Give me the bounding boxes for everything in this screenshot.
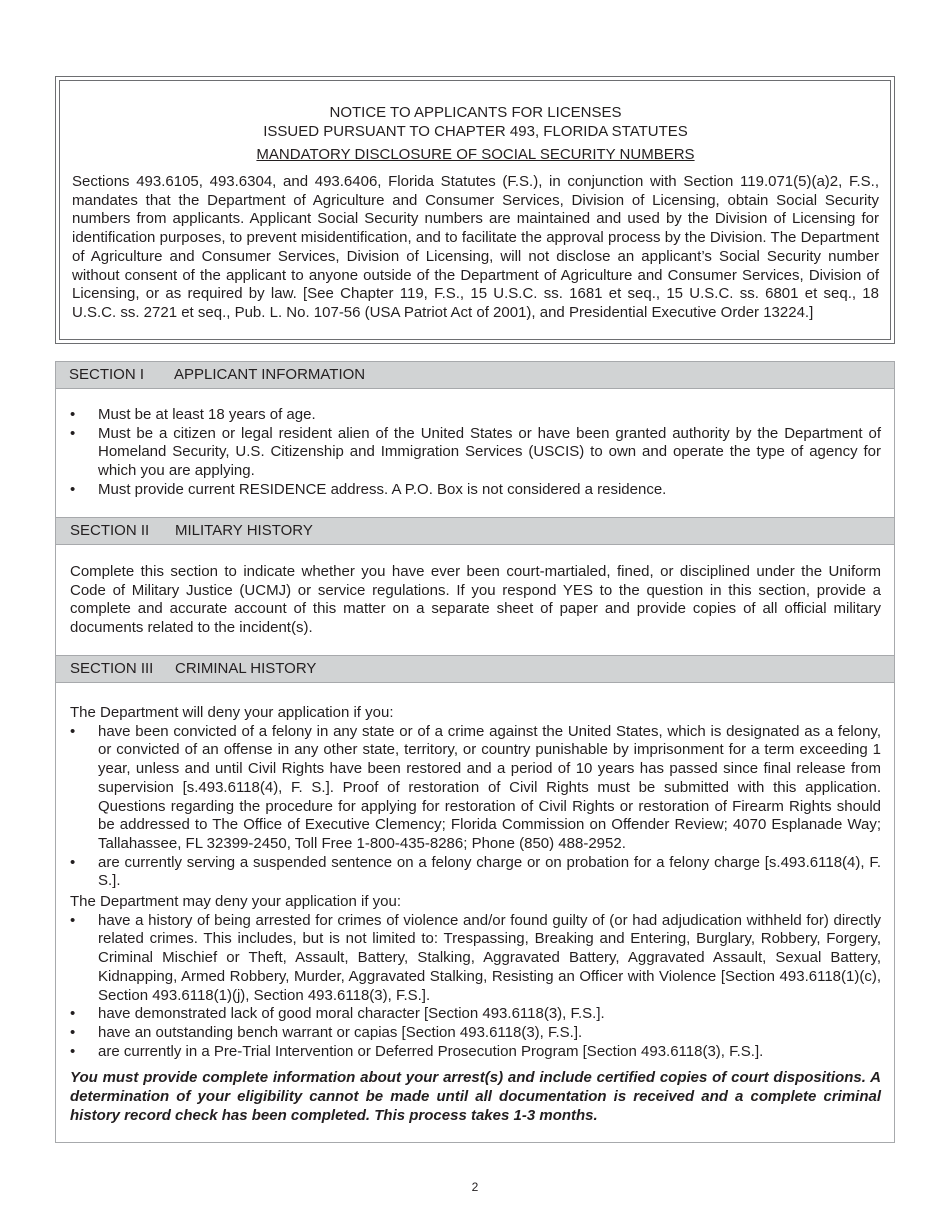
section2-header <box>56 517 894 545</box>
section3-header <box>56 655 894 683</box>
notice-title-line1: NOTICE TO APPLICANTS FOR LICENSES <box>329 104 622 121</box>
notice-body: Sections 493.6105, 493.6304, and 493.6406, Florida Statutes (F.S.), in conjunction with Section 119.071(5)(a)2, F.S., mandates that the Department of Agriculture and Consumer Services, Division of Licensing, obtain Social Security numbers from applicants. Applicant Social Security numbers are maintained and used by the Division of Licensing for identification purposes, to prevent misidentification, and to facilitate the approval process by the Division. The Department of Agriculture and Consumer Services, Division of Licensing, will not disclose an applicant’s Social Security number without consent of the applicant to anyone outside of the Department of Agriculture and Consumer Services, Division of Licensing, or as required by law. [See Chapter 119, F.S., 15 U.S.C. ss. 1681 et seq., 15 U.S.C. ss. 6801 et seq., 18 U.S.C. ss. 2721 et seq., Pub. L. No. 107-56 (USA Patriot Act of 2001), and Presidential Executive Order 13224.] <box>72 173 879 321</box>
ssn-notice-box <box>55 76 895 344</box>
section1-item: • Must be a citizen or legal resident alien of the United States or have been granted authority by the Department of Homeland Security, U.S. Citizenship and Immigration Services (USCIS) to own and operate the type of agency for which you are applying. <box>70 425 881 481</box>
application-sections <box>55 361 895 1143</box>
section1-number: SECTION I <box>69 366 145 383</box>
section3-number: SECTION III <box>70 660 154 677</box>
may-deny-intro: The Department may deny your application if you: <box>70 893 402 911</box>
will-deny-intro: The Department will deny your application if you: <box>70 704 394 721</box>
section1-item: • Must be at least 18 years of age. <box>70 406 881 425</box>
page-number: 2 <box>471 1180 479 1194</box>
ssn-notice-inner <box>59 80 891 340</box>
section2-body <box>70 563 881 638</box>
section1-list <box>70 406 881 500</box>
criminal-history-note: You must provide complete information about your arrest(s) and include certified copies of court dispositions. A determination of your eligibility cannot be made until all documentation is received and a complete criminal history record check has been completed. This process takes 1-3 months. <box>70 1069 881 1124</box>
section1-title: APPLICANT INFORMATION <box>174 366 366 383</box>
section3-title: CRIMINAL HISTORY <box>175 660 317 677</box>
section1-header <box>56 361 894 389</box>
may-deny-item: • have a history of being arrested for crimes of violence and/or found guilty of (or had adjudication withheld for) directly related crimes. This includes, but is not limited to: Trespassing, Breaking and Entering, Burglary, Robbery, Forgery, Criminal Mischief or Theft, Assault, Battery, Stalking, Aggravated Battery, Aggravated Assault, Sexual Battery, Kidnapping, Armed Robbery, Murder, Aggravated Stalking, Resisting an Officer with Violence [Section 493.6118(1)(c), Section 493.6118(1)(j), Section 493.6118(3), F.S.]. <box>70 912 881 1006</box>
notice-title-line2: ISSUED PURSUANT TO CHAPTER 493, FLORIDA STATUTES <box>263 123 688 140</box>
section2-number: SECTION II <box>70 522 150 539</box>
may-deny-item: • are currently in a Pre-Trial Intervention or Deferred Prosecution Program [Section 493.6118(3), F.S.]. <box>70 1043 881 1062</box>
section1-body <box>70 406 881 500</box>
will-deny-item: • have been convicted of a felony in any state or of a crime against the United States, which is designated as a felony, or convicted of an offense in any other state, territory, or country punishable by imprisonment for a term exceeding 1 year, unless and until Civil Rights have been restored and a period of 10 years has passed since final release from supervision [s.493.6118(4), F. S.]. Proof of restoration of Civil Rights must be submitted with this application. Questions regarding the procedure for applying for restoration of Civil Rights or restoration of Firearm Rights should be addressed to The Office of Executive Clemency; Florida Commission on Offender Review; 4070 Esplanade Way; Tallahassee, FL 32399-2450, Toll Free 1-800-435-8286; Phone (850) 488-2952. <box>70 723 881 854</box>
may-deny-item: • have an outstanding bench warrant or capias [Section 493.6118(3), F.S.]. <box>70 1024 881 1043</box>
will-deny-item: • are currently serving a suspended sentence on a felony charge or on probation for a felony charge [s.493.6118(4), F. S.]. <box>70 854 881 891</box>
section1-item: • Must provide current RESIDENCE address. A P.O. Box is not considered a residence. <box>70 481 881 500</box>
notice-subtitle: MANDATORY DISCLOSURE OF SOCIAL SECURITY NUMBERS <box>256 146 695 163</box>
may-deny-item: • have demonstrated lack of good moral character [Section 493.6118(3), F.S.]. <box>70 1005 881 1024</box>
section2-title: MILITARY HISTORY <box>175 522 313 539</box>
may-deny-list <box>70 912 881 1062</box>
section2-text: Complete this section to indicate whether you have ever been court-martialed, fined, or disciplined under the Uniform Code of Military Justice (UCMJ) or service regulations. If you respond YES to the question in this section, provide a complete and accurate account of this matter on a separate sheet of paper and provide copies of all official military documents related to the incident(s). <box>70 563 881 637</box>
section3-body <box>70 704 881 1125</box>
will-deny-list <box>70 723 881 891</box>
